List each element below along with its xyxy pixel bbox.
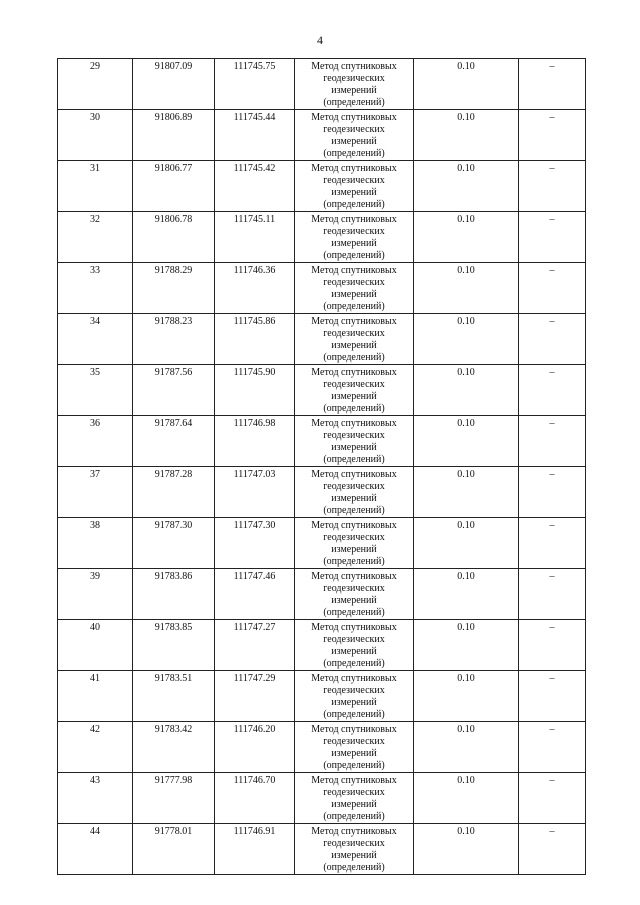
method-cell — [295, 212, 414, 263]
method-line: измерений — [331, 187, 377, 198]
method-line: геодезических — [323, 481, 385, 492]
method-cell — [295, 518, 414, 569]
x-coordinate-cell: 91787.28 — [133, 467, 215, 518]
x-coordinate-cell: 91778.01 — [133, 824, 215, 875]
accuracy-cell: 0.10 — [414, 212, 519, 263]
point-number-cell: 41 — [58, 671, 133, 722]
method-line: Метод спутниковых — [311, 826, 397, 837]
table-row — [58, 161, 586, 212]
note-cell: – — [519, 569, 586, 620]
method-line: геодезических — [323, 736, 385, 747]
method-line: (определений) — [323, 97, 385, 108]
y-coordinate-cell: 111745.11 — [215, 212, 295, 263]
method-line: геодезических — [323, 634, 385, 645]
point-number-cell: 42 — [58, 722, 133, 773]
method-line: Метод спутниковых — [311, 163, 397, 174]
method-line: (определений) — [323, 505, 385, 516]
x-coordinate-cell: 91777.98 — [133, 773, 215, 824]
table-row — [58, 773, 586, 824]
method-line: геодезических — [323, 175, 385, 186]
method-line: измерений — [331, 391, 377, 402]
method-line: (определений) — [323, 454, 385, 465]
note-cell: – — [519, 824, 586, 875]
method-line: измерений — [331, 799, 377, 810]
method-line: Метод спутниковых — [311, 571, 397, 582]
page-number: 4 — [317, 33, 323, 47]
note-cell: – — [519, 722, 586, 773]
table-row — [58, 59, 586, 110]
note-cell: – — [519, 467, 586, 518]
note-cell: – — [519, 671, 586, 722]
y-coordinate-cell: 111745.86 — [215, 314, 295, 365]
method-line: Метод спутниковых — [311, 265, 397, 276]
note-cell: – — [519, 773, 586, 824]
method-line: измерений — [331, 850, 377, 861]
note-cell: – — [519, 263, 586, 314]
x-coordinate-cell: 91806.78 — [133, 212, 215, 263]
method-line: измерений — [331, 136, 377, 147]
method-line: геодезических — [323, 277, 385, 288]
method-line: (определений) — [323, 199, 385, 210]
y-coordinate-cell: 111747.29 — [215, 671, 295, 722]
method-line: Метод спутниковых — [311, 520, 397, 531]
point-number-cell: 44 — [58, 824, 133, 875]
point-number-cell: 43 — [58, 773, 133, 824]
x-coordinate-cell: 91787.30 — [133, 518, 215, 569]
method-line: измерений — [331, 493, 377, 504]
note-cell: – — [519, 620, 586, 671]
y-coordinate-cell: 111745.44 — [215, 110, 295, 161]
accuracy-cell: 0.10 — [414, 824, 519, 875]
method-line: измерений — [331, 340, 377, 351]
method-line: Метод спутниковых — [311, 367, 397, 378]
accuracy-cell: 0.10 — [414, 161, 519, 212]
table-row — [58, 416, 586, 467]
x-coordinate-cell: 91788.29 — [133, 263, 215, 314]
accuracy-cell: 0.10 — [414, 416, 519, 467]
method-line: (определений) — [323, 811, 385, 822]
x-coordinate-cell: 91806.77 — [133, 161, 215, 212]
point-number-cell: 38 — [58, 518, 133, 569]
method-line: измерений — [331, 646, 377, 657]
method-line: Метод спутниковых — [311, 112, 397, 123]
accuracy-cell: 0.10 — [414, 569, 519, 620]
table-row — [58, 365, 586, 416]
method-line: геодезических — [323, 430, 385, 441]
method-line: геодезических — [323, 532, 385, 543]
method-cell — [295, 365, 414, 416]
method-line: Метод спутниковых — [311, 61, 397, 72]
point-number-cell: 36 — [58, 416, 133, 467]
note-cell: – — [519, 59, 586, 110]
y-coordinate-cell: 111747.46 — [215, 569, 295, 620]
y-coordinate-cell: 111746.20 — [215, 722, 295, 773]
method-line: (определений) — [323, 250, 385, 261]
y-coordinate-cell: 111745.42 — [215, 161, 295, 212]
accuracy-cell: 0.10 — [414, 722, 519, 773]
table-row — [58, 722, 586, 773]
y-coordinate-cell: 111747.03 — [215, 467, 295, 518]
method-cell — [295, 110, 414, 161]
accuracy-cell: 0.10 — [414, 620, 519, 671]
x-coordinate-cell: 91787.64 — [133, 416, 215, 467]
note-cell: – — [519, 161, 586, 212]
method-line: Метод спутниковых — [311, 418, 397, 429]
x-coordinate-cell: 91788.23 — [133, 314, 215, 365]
note-cell: – — [519, 518, 586, 569]
point-number-cell: 33 — [58, 263, 133, 314]
method-line: геодезических — [323, 838, 385, 849]
method-cell — [295, 263, 414, 314]
method-line: геодезических — [323, 583, 385, 594]
method-line: геодезических — [323, 328, 385, 339]
y-coordinate-cell: 111746.36 — [215, 263, 295, 314]
accuracy-cell: 0.10 — [414, 110, 519, 161]
method-line: измерений — [331, 697, 377, 708]
accuracy-cell: 0.10 — [414, 365, 519, 416]
accuracy-cell: 0.10 — [414, 314, 519, 365]
x-coordinate-cell: 91783.51 — [133, 671, 215, 722]
accuracy-cell: 0.10 — [414, 773, 519, 824]
method-line: (определений) — [323, 658, 385, 669]
accuracy-cell: 0.10 — [414, 59, 519, 110]
x-coordinate-cell: 91806.89 — [133, 110, 215, 161]
method-cell — [295, 671, 414, 722]
method-line: геодезических — [323, 685, 385, 696]
y-coordinate-cell: 111747.30 — [215, 518, 295, 569]
method-cell — [295, 416, 414, 467]
accuracy-cell: 0.10 — [414, 671, 519, 722]
method-line: измерений — [331, 238, 377, 249]
point-number-cell: 29 — [58, 59, 133, 110]
table-row — [58, 620, 586, 671]
point-number-cell: 32 — [58, 212, 133, 263]
point-number-cell: 40 — [58, 620, 133, 671]
method-line: Метод спутниковых — [311, 469, 397, 480]
method-line: геодезических — [323, 379, 385, 390]
table-row — [58, 824, 586, 875]
method-cell — [295, 467, 414, 518]
method-line: Метод спутниковых — [311, 724, 397, 735]
table-row — [58, 467, 586, 518]
method-line: (определений) — [323, 403, 385, 414]
y-coordinate-cell: 111745.90 — [215, 365, 295, 416]
point-number-cell: 37 — [58, 467, 133, 518]
method-line: (определений) — [323, 148, 385, 159]
method-line: геодезических — [323, 73, 385, 84]
table-row — [58, 671, 586, 722]
coordinates-table — [57, 58, 586, 875]
note-cell: – — [519, 365, 586, 416]
method-line: (определений) — [323, 760, 385, 771]
x-coordinate-cell: 91783.85 — [133, 620, 215, 671]
y-coordinate-cell: 111747.27 — [215, 620, 295, 671]
accuracy-cell: 0.10 — [414, 263, 519, 314]
accuracy-cell: 0.10 — [414, 518, 519, 569]
method-line: измерений — [331, 442, 377, 453]
point-number-cell: 35 — [58, 365, 133, 416]
method-line: (определений) — [323, 556, 385, 567]
note-cell: – — [519, 212, 586, 263]
x-coordinate-cell: 91783.86 — [133, 569, 215, 620]
method-cell — [295, 773, 414, 824]
method-line: (определений) — [323, 607, 385, 618]
method-line: геодезических — [323, 124, 385, 135]
table-row — [58, 110, 586, 161]
point-number-cell: 39 — [58, 569, 133, 620]
method-line: (определений) — [323, 352, 385, 363]
point-number-cell: 31 — [58, 161, 133, 212]
accuracy-cell: 0.10 — [414, 467, 519, 518]
table-body — [58, 59, 586, 875]
method-line: Метод спутниковых — [311, 775, 397, 786]
method-line: измерений — [331, 748, 377, 759]
method-line: (определений) — [323, 301, 385, 312]
table-row — [58, 263, 586, 314]
method-cell — [295, 620, 414, 671]
method-line: (определений) — [323, 709, 385, 720]
method-line: измерений — [331, 595, 377, 606]
method-line: геодезических — [323, 787, 385, 798]
x-coordinate-cell: 91787.56 — [133, 365, 215, 416]
method-cell — [295, 161, 414, 212]
method-line: Метод спутниковых — [311, 214, 397, 225]
method-line: измерений — [331, 544, 377, 555]
method-cell — [295, 722, 414, 773]
method-line: Метод спутниковых — [311, 316, 397, 327]
y-coordinate-cell: 111746.98 — [215, 416, 295, 467]
point-number-cell: 30 — [58, 110, 133, 161]
y-coordinate-cell: 111746.91 — [215, 824, 295, 875]
y-coordinate-cell: 111746.70 — [215, 773, 295, 824]
method-line: геодезических — [323, 226, 385, 237]
table-row — [58, 518, 586, 569]
point-number-cell: 34 — [58, 314, 133, 365]
table-row — [58, 212, 586, 263]
method-line: Метод спутниковых — [311, 622, 397, 633]
method-line: измерений — [331, 85, 377, 96]
method-cell — [295, 314, 414, 365]
x-coordinate-cell: 91783.42 — [133, 722, 215, 773]
method-line: измерений — [331, 289, 377, 300]
note-cell: – — [519, 110, 586, 161]
table-row — [58, 314, 586, 365]
table-row — [58, 569, 586, 620]
note-cell: – — [519, 416, 586, 467]
x-coordinate-cell: 91807.09 — [133, 59, 215, 110]
method-line: Метод спутниковых — [311, 673, 397, 684]
y-coordinate-cell: 111745.75 — [215, 59, 295, 110]
method-cell — [295, 59, 414, 110]
method-cell — [295, 569, 414, 620]
note-cell: – — [519, 314, 586, 365]
method-line: (определений) — [323, 862, 385, 873]
method-cell — [295, 824, 414, 875]
